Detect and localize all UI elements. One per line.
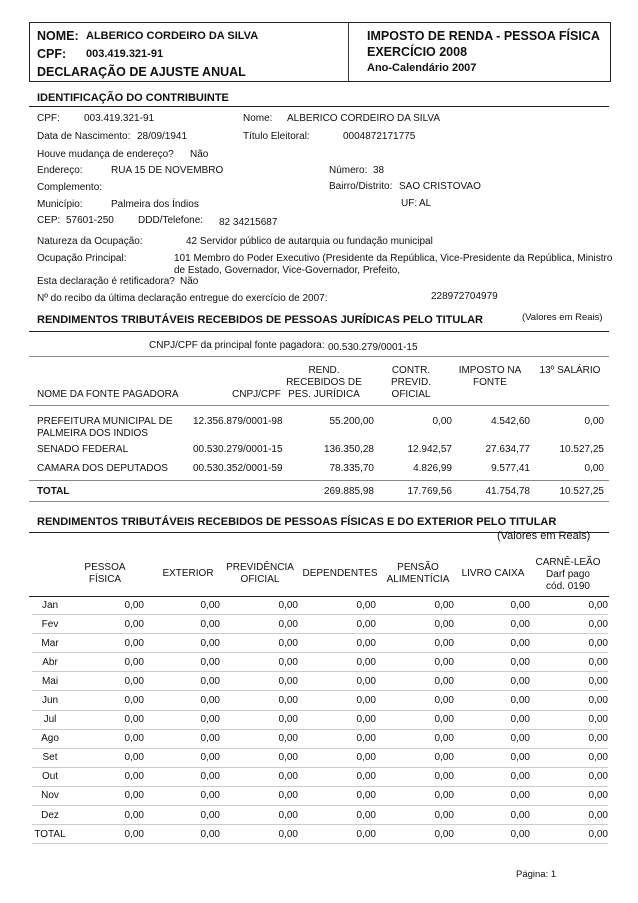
value-cell: 0,00 [68,806,144,825]
value-cell: 0,00 [68,672,144,691]
numero-label: Número: [329,165,368,176]
pj-title: RENDIMENTOS TRIBUTÁVEIS RECEBIDOS DE PESSOAS JURÍDICAS PELO TITULAR [37,314,483,326]
value-cell: 0,00 [454,672,530,691]
value-cell: 0,00 [298,653,376,672]
table-row [32,748,608,767]
value-cell: 0,00 [376,729,454,748]
value-cell: 0,00 [68,691,144,710]
ocupacao-line2: de Estado, Governador, Vice-Governador, Prefeito, [174,265,401,276]
value-cell: 0,00 [144,729,220,748]
value-cell: 0,00 [376,825,454,844]
mudanca-value: Não [190,149,209,160]
value-cell: 0,00 [376,691,454,710]
pj-row1-rend: 55.200,00 [329,416,374,427]
value-cell: 0,00 [144,653,220,672]
value-cell: 0,00 [454,615,530,634]
numero-value: 38 [373,165,385,176]
pj-row3-13: 0,00 [584,463,604,474]
imposto-title: IMPOSTO DE RENDA - PESSOA FÍSICA [367,29,600,43]
pj-total-rend: 269.885,98 [323,486,374,497]
value-cell: 0,00 [220,653,298,672]
bairro-label: Bairro/Distrito: [329,181,393,192]
table-row [32,729,608,748]
table-row [32,767,608,786]
col-pessoa-fisica: PESSOA FÍSICA [84,562,126,585]
month-cell: Jan [32,596,68,615]
pf-title: RENDIMENTOS TRIBUTÁVEIS RECEBIDOS DE PESSOAS FÍSICAS E DO EXTERIOR PELO TITULAR [37,516,557,528]
pj-row2-contr: 12.942,57 [407,444,452,455]
value-cell: 0,00 [298,767,376,786]
recibo-label: Nº do recibo da última declaração entregue do exercício de 2007: [37,293,328,304]
value-cell: 0,00 [144,748,220,767]
month-cell: Jul [32,710,68,729]
pf-valores: (Valores em Reais) [497,530,591,542]
value-cell: 0,00 [68,786,144,805]
pj-total-label: TOTAL [37,486,70,497]
col-nome-fonte: NOME DA FONTE PAGADORA [37,389,179,400]
col-13-salario: 13º SALÁRIO [539,365,601,376]
natureza-value: 42 Servidor público de autarquia ou fundação municipal [186,236,433,247]
value-cell: 0,00 [220,615,298,634]
value-cell: 0,00 [376,596,454,615]
table-row [32,653,608,672]
month-cell: Mai [32,672,68,691]
ocupacao-label: Ocupação Principal: [37,253,127,264]
value-cell: 0,00 [530,748,608,767]
value-cell: 0,00 [144,615,220,634]
value-cell: 0,00 [68,767,144,786]
value-cell: 0,00 [376,786,454,805]
col-pensao: PENSÃO ALIMENTÍCIA [386,562,450,585]
pj-row2-13: 10.527,25 [559,444,604,455]
titulo-value: 0004872171775 [343,131,416,142]
pj-row3-cnpj: 00.530.352/0001-59 [193,463,283,474]
table-row [32,634,608,653]
value-cell: 0,00 [220,710,298,729]
pj-row2-rend: 136.350,28 [323,444,374,455]
endereco-value: RUA 15 DE NOVEMBRO [111,165,224,176]
table-row [32,691,608,710]
value-cell: 0,00 [220,786,298,805]
value-cell: 0,00 [144,806,220,825]
value-cell: 0,00 [376,653,454,672]
month-cell: Dez [32,806,68,825]
value-cell: 0,00 [220,729,298,748]
table-row [32,786,608,805]
table-row [32,825,608,844]
month-cell: Abr [32,653,68,672]
col-dependentes: DEPENDENTES [302,568,378,579]
value-cell: 0,00 [220,634,298,653]
pj-total-contr: 17.769,56 [407,486,452,497]
value-cell: 0,00 [298,596,376,615]
table-row [32,596,608,615]
month-cell: Ago [32,729,68,748]
col-livro-caixa: LIVRO CAIXA [461,568,525,579]
pj-total-13: 10.527,25 [559,486,604,497]
value-cell: 0,00 [220,748,298,767]
table-row [32,806,608,825]
pj-row1-nome1: PREFEITURA MUNICIPAL DE [37,416,173,427]
value-cell: 0,00 [144,786,220,805]
value-cell: 0,00 [530,786,608,805]
value-cell: 0,00 [68,825,144,844]
value-cell: 0,00 [454,729,530,748]
value-cell: 0,00 [530,767,608,786]
retificadora-value: Não [180,276,199,287]
value-cell: 0,00 [454,710,530,729]
value-cell: 0,00 [68,615,144,634]
value-cell: 0,00 [144,767,220,786]
ident-rule [29,106,609,107]
value-cell: 0,00 [144,710,220,729]
value-cell: 0,00 [454,825,530,844]
value-cell: 0,00 [376,615,454,634]
value-cell: 0,00 [220,767,298,786]
value-cell: 0,00 [454,767,530,786]
pj-valores: (Valores em Reais) [522,312,603,323]
exercicio: EXERCÍCIO 2008 [367,45,468,59]
ident-nome: ALBERICO CORDEIRO DA SILVA [287,113,441,124]
value-cell: 0,00 [298,786,376,805]
ano-calendario: Ano-Calendário 2007 [367,62,477,74]
month-cell: Jun [32,691,68,710]
month-cell: TOTAL [32,825,68,844]
value-cell: 0,00 [144,596,220,615]
pj-row3-contr: 4.826,99 [413,463,452,474]
pj-row1-nome2: PALMEIRA DOS INDIOS [37,428,148,439]
value-cell: 0,00 [530,691,608,710]
value-cell: 0,00 [144,634,220,653]
header-divider [348,22,349,81]
uf-label: UF: [401,198,418,209]
value-cell: 0,00 [376,748,454,767]
value-cell: 0,00 [530,710,608,729]
value-cell: 0,00 [530,615,608,634]
month-cell: Mar [32,634,68,653]
table-row [32,710,608,729]
pj-row3-rend: 78.335,70 [329,463,374,474]
tel-label: DDD/Telefone: [138,215,204,226]
nasc-value: 28/09/1941 [137,131,188,142]
col-cnpj: CNPJ/CPF [232,389,281,400]
declaracao-title: DECLARAÇÃO DE AJUSTE ANUAL [37,65,246,79]
pj-rule [29,331,609,332]
value-cell: 0,00 [530,596,608,615]
pj-row2-cnpj: 00.530.279/0001-15 [193,444,283,455]
value-cell: 0,00 [220,596,298,615]
value-cell: 0,00 [68,729,144,748]
value-cell: 0,00 [376,767,454,786]
col-previdencia: PREVIDÊNCIA OFICIAL [226,562,294,585]
cpf-label: CPF: [37,47,67,61]
page-number: Página: 1 [516,869,557,880]
value-cell: 0,00 [454,653,530,672]
value-cell: 0,00 [376,672,454,691]
value-cell: 0,00 [530,672,608,691]
municipio-label: Município: [37,199,83,210]
nasc-label: Data de Nascimento: [37,131,131,142]
pj-row1-contr: 0,00 [432,416,452,427]
principal-label: CNPJ/CPF da principal fonte pagadora: [149,340,325,351]
value-cell: 0,00 [454,786,530,805]
value-cell: 0,00 [144,672,220,691]
month-cell: Set [32,748,68,767]
table-row [32,672,608,691]
pj-row1-imposto: 4.542,60 [491,416,530,427]
ident-nome-label: Nome: [243,113,273,124]
table-row [32,615,608,634]
pj-total-imposto: 41.754,78 [485,486,530,497]
value-cell: 0,00 [298,825,376,844]
cep-value: 57601-250 [66,215,114,226]
value-cell: 0,00 [454,596,530,615]
uf-value: AL [419,198,432,209]
col-exterior: EXTERIOR [162,568,214,579]
value-cell: 0,00 [298,672,376,691]
pj-row3-nome1: CAMARA DOS DEPUTADOS [37,463,168,474]
pf-monthly-table [32,596,608,844]
value-cell: 0,00 [298,691,376,710]
municipio-value: Palmeira dos Índios [111,199,199,210]
value-cell: 0,00 [454,634,530,653]
value-cell: 0,00 [220,691,298,710]
ident-cpf-label: CPF: [37,113,60,124]
col-imposto: IMPOSTO NA FONTE [458,365,522,388]
pj-header-rule [29,405,609,406]
header-cpf: 003.419.321-91 [86,48,164,60]
value-cell: 0,00 [530,653,608,672]
header-nome: ALBERICO CORDEIRO DA SILVA [86,30,259,42]
value-cell: 0,00 [298,806,376,825]
value-cell: 0,00 [530,806,608,825]
value-cell: 0,00 [220,672,298,691]
value-cell: 0,00 [530,729,608,748]
tel-value: 82 34215687 [219,217,278,228]
pj-row1-13: 0,00 [584,416,604,427]
mudanca-label: Houve mudança de endereço? [37,149,174,160]
natureza-label: Natureza da Ocupação: [37,236,143,247]
recibo-value: 228972704979 [431,291,498,302]
month-cell: Out [32,767,68,786]
col-contr: CONTR. PREVID. OFICIAL [390,365,431,400]
value-cell: 0,00 [454,748,530,767]
nome-label: NOME: [37,29,79,43]
pj-row1-cnpj: 12.356.879/0001-98 [193,416,283,427]
value-cell: 0,00 [376,710,454,729]
pj-total-rule [29,480,609,481]
principal-value: 00.530.279/0001-15 [328,342,418,353]
value-cell: 0,00 [68,596,144,615]
value-cell: 0,00 [220,806,298,825]
value-cell: 0,00 [298,634,376,653]
retificadora-label: Esta declaração é retificadora? [37,276,175,287]
pj-row3-imposto: 9.577,41 [491,463,530,474]
titulo-label: Título Eleitoral: [243,131,310,142]
ocupacao-line1: 101 Membro do Poder Executivo (Presidente da República, Vice-Presidente da República, Ministro [174,253,613,264]
col-carne-leao: CARNÊ-LEÃO Darf pago cód. 0190 [535,557,601,592]
value-cell: 0,00 [530,825,608,844]
value-cell: 0,00 [376,806,454,825]
pj-sub-rule [29,356,609,357]
endereco-label: Endereço: [37,165,83,176]
pj-row2-nome1: SENADO FEDERAL [37,444,129,455]
value-cell: 0,00 [376,634,454,653]
value-cell: 0,00 [530,634,608,653]
value-cell: 0,00 [298,729,376,748]
value-cell: 0,00 [68,653,144,672]
value-cell: 0,00 [68,634,144,653]
value-cell: 0,00 [220,825,298,844]
pj-bottom-rule [29,501,609,502]
value-cell: 0,00 [144,691,220,710]
value-cell: 0,00 [454,691,530,710]
value-cell: 0,00 [144,825,220,844]
cep-label: CEP: [37,215,61,226]
pj-row2-imposto: 27.634,77 [485,444,530,455]
col-rend: REND. RECEBIDOS DE PES. JURÍDICA [286,365,362,400]
ident-title: IDENTIFICAÇÃO DO CONTRIBUINTE [37,92,229,104]
month-cell: Fev [32,615,68,634]
complemento-label: Complemento: [37,182,103,193]
value-cell: 0,00 [68,710,144,729]
value-cell: 0,00 [454,806,530,825]
ident-cpf: 003.419.321-91 [84,113,155,124]
bairro-value: SAO CRISTOVAO [399,181,481,192]
value-cell: 0,00 [298,748,376,767]
month-cell: Nov [32,786,68,805]
value-cell: 0,00 [298,615,376,634]
value-cell: 0,00 [298,710,376,729]
value-cell: 0,00 [68,748,144,767]
